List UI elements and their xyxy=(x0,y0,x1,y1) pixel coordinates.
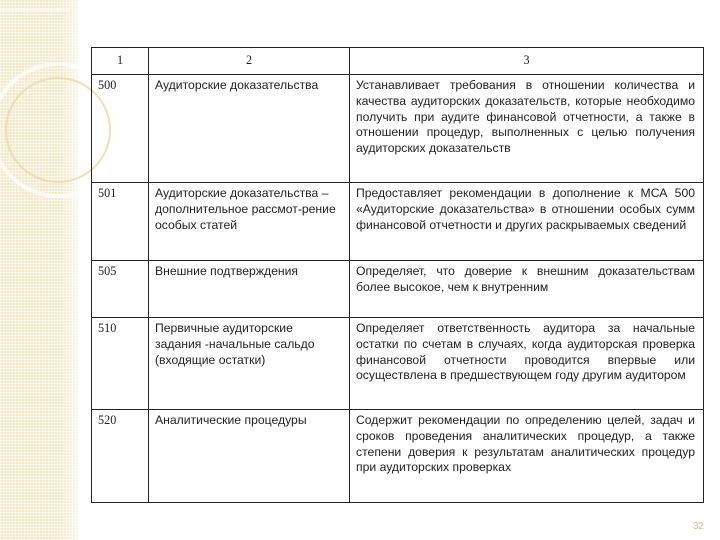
table-header-row xyxy=(92,48,704,75)
standard-number: 500 xyxy=(92,75,149,183)
standard-description: Определяет, что доверие к внешним доказательствам более высокое, чем к внутренним xyxy=(350,261,704,318)
standard-number: 520 xyxy=(92,410,149,503)
standard-number: 510 xyxy=(92,318,149,410)
table-row xyxy=(92,410,704,503)
standard-description: Содержит рекомендации по определению целей, задач и сроков проведения аналитических процедур, а также степени доверия к результатам аналитических процедур при аудиторских проверках xyxy=(350,410,704,503)
table-row xyxy=(92,183,704,261)
standard-name: Первичные аудиторские задания -начальные сальдо (входящие остатки) xyxy=(149,318,350,410)
audit-standards-table xyxy=(91,47,704,503)
standard-name: Внешние подтверждения xyxy=(149,261,350,318)
header-col-2: 2 xyxy=(149,48,350,75)
header-col-3: 3 xyxy=(350,48,704,75)
standard-description: Устанавливает требования в отношении количества и качества аудиторских доказательств, которые необходимо получить при аудите финансовой отчетности, а также в отношении процедур, выполненных с целью получения аудиторских доказательств xyxy=(350,75,704,183)
table-row xyxy=(92,261,704,318)
standard-description: Определяет ответственность аудитора за начальные остатки по счетам в случаях, когда аудиторская проверка финансовой отчетности проводится впервые или осуществлена в предшествующем году другим аудитором xyxy=(350,318,704,410)
standard-number: 501 xyxy=(92,183,149,261)
standard-name: Аудиторские доказательства – дополнительное рассмот-рение особых статей xyxy=(149,183,350,261)
standard-description: Предоставляет рекомендации в дополнение к МСА 500 «Аудиторские доказательства» в отношении особых сумм финансовой отчетности и других раскрываемых сведений xyxy=(350,183,704,261)
table-row xyxy=(92,318,704,410)
table-row xyxy=(92,75,704,183)
standard-name: Аудиторские доказательства xyxy=(149,75,350,183)
page-number: 32 xyxy=(692,521,704,532)
standard-name: Аналитические процедуры xyxy=(149,410,350,503)
header-col-1: 1 xyxy=(92,48,149,75)
standard-number: 505 xyxy=(92,261,149,318)
